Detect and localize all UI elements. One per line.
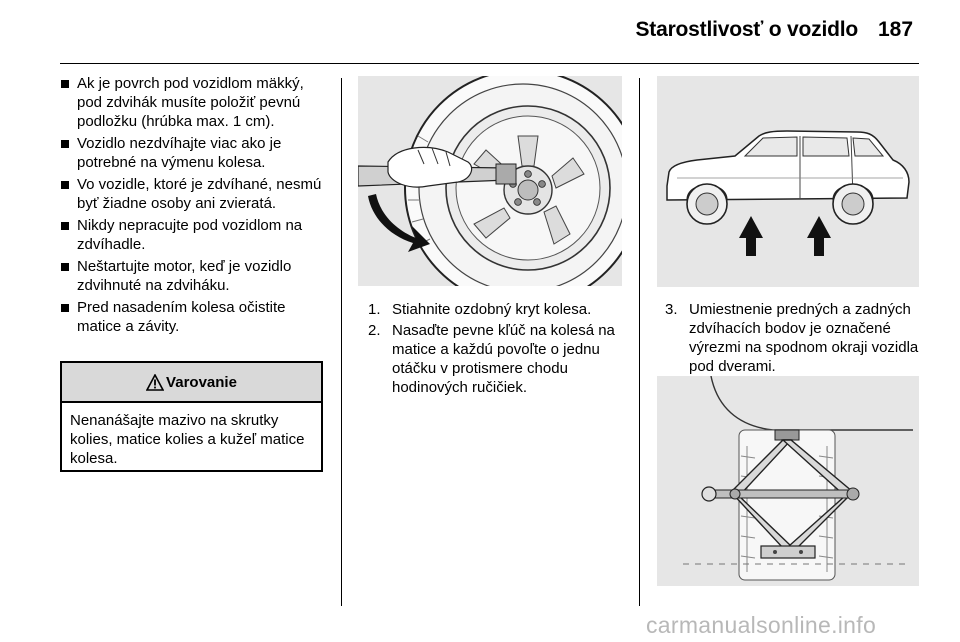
scissor-jack-illustration [657, 376, 919, 586]
header-divider [60, 63, 919, 64]
step-text: Nasaďte pevne kľúč na kolesá na matice a každú povoľte o jednu otáčku v protismere chodu hodinových ručičiek. [392, 322, 615, 396]
column-divider-left [341, 78, 342, 606]
column-divider-right [639, 78, 640, 606]
list-item: Neštartujte motor, keď je vozidlo zdvihnuté na zdviháku. [60, 257, 330, 295]
watermark: carmanualsonline.info [646, 612, 877, 638]
scissor-jack-figure [657, 376, 919, 586]
step-text: Umiestnenie predných a zadných zdvíhacích bodov je označené výrezmi na spodnom okraji vozidla pod dverami. [689, 301, 919, 375]
step-number: 2. [368, 322, 381, 339]
middle-steps [368, 300, 630, 399]
step-text: Stiahnite ozdobný kryt kolesa. [392, 301, 592, 318]
list-item: Vozidlo nezdvíhajte viac ako je potrebné na výmenu kolesa. [60, 134, 330, 172]
wheel-wrench-figure [358, 76, 622, 286]
list-item [665, 300, 927, 376]
warning-triangle-icon [146, 374, 164, 391]
car-lift-points-figure [657, 76, 919, 287]
warning-header [62, 363, 321, 403]
list-item: Ak je povrch pod vozidlom mäkký, pod zdvihák musíte položiť pevnú podložku (hrúbka max. 1 cm). [60, 74, 330, 131]
list-item: Nikdy nepracujte pod vozidlom na zdvíhadle. [60, 216, 330, 254]
car-lift-points-illustration [657, 76, 919, 287]
step-number: 1. [368, 301, 381, 318]
right-steps [665, 300, 927, 378]
warning-box [60, 361, 323, 472]
step-number: 3. [665, 301, 678, 318]
page-number: 187 [878, 18, 914, 41]
list-item: Pred nasadením kolesa očistite matice a závity. [60, 298, 330, 336]
list-item [368, 300, 630, 319]
wheel-wrench-illustration [358, 76, 622, 286]
page-title: Starostlivosť o vozidlo [635, 18, 858, 41]
warning-title: Varovanie [166, 373, 237, 391]
list-item [368, 321, 630, 397]
warning-text: Nenanášajte mazivo na skrutky kolies, matice kolies a kužeľ matice kolesa. [70, 412, 305, 467]
precaution-list [60, 74, 330, 339]
list-item: Vo vozidle, ktoré je zdvíhané, nesmú byť žiadne osoby ani zvieratá. [60, 175, 330, 213]
